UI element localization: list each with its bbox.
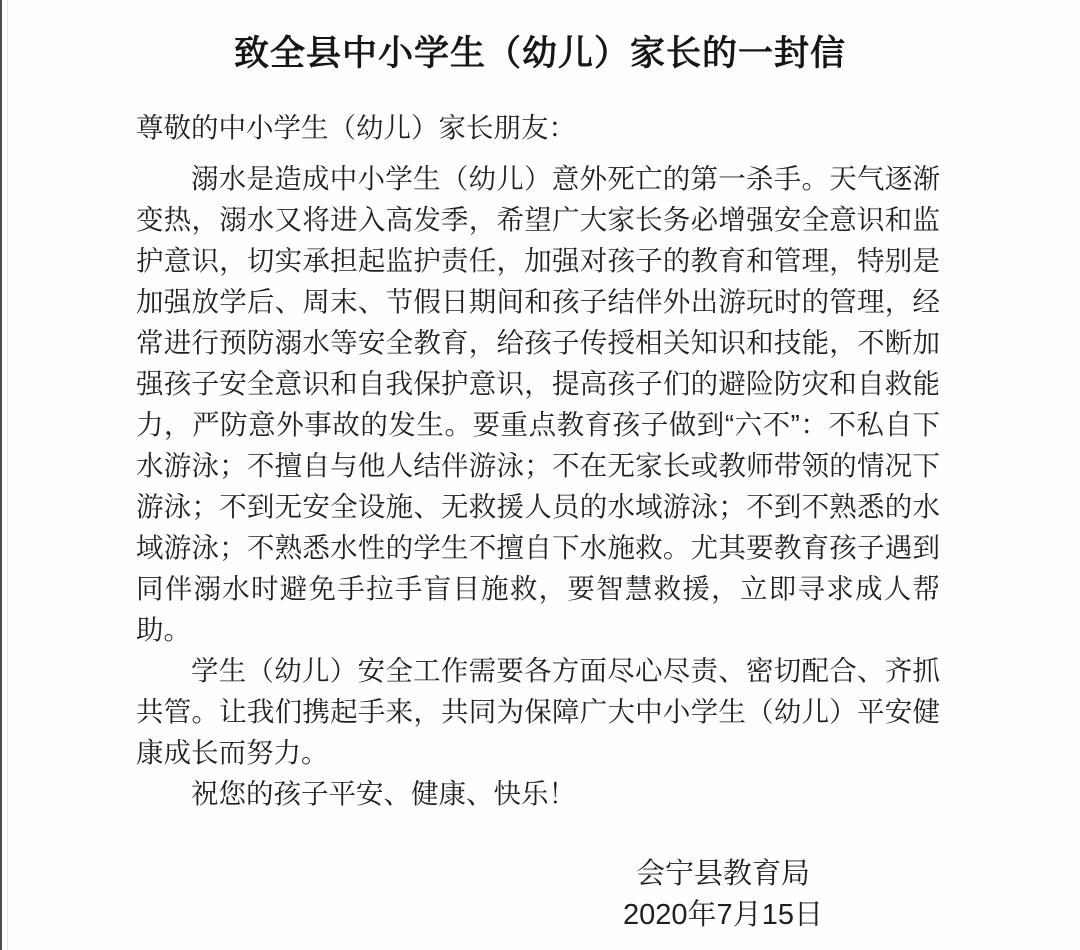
wish-line: 祝您的孩子平安、健康、快乐！ bbox=[191, 778, 576, 809]
salutation-line: 尊敬的中小学生（幼儿）家长朋友： bbox=[136, 112, 576, 143]
signature-organization: 会宁县教育局 bbox=[635, 858, 810, 890]
letter-body bbox=[136, 107, 940, 936]
paragraph-drowning-warning: 溺水是造成中小学生（幼儿）意外死亡的第一杀手。天气逐渐变热，溺水又将进入高发季，希望广大家长务必增强安全意识和监护意识，切实承担起监护责任，加强对孩子的教育和管理，特别是加强放学后、周末、节假日期间和孩子结伴外出游玩时的管理，经常进行预防溺水等安全教育，给孩子传授相关知识和技能，不断加强孩子安全意识和自我保护意识，提高孩子们的避险防灾和自救能力，严防意外事故的发生。要重点教育孩子做到“六不”：不私自下水游泳；不擅自与他人结伴游泳；不在无家长或教师带领的情况下游泳；不到无安全设施、无救援人员的水域游泳；不到不熟悉的水域游泳；不熟悉水性的学生不擅自下水施救。尤其要教育孩子遇到同伴溺水时避免手拉手盲目施救，要智慧救援，立即寻求成人帮助。 bbox=[136, 163, 940, 645]
signature-block bbox=[558, 854, 888, 936]
paragraph-joint-responsibility: 学生（幼儿）安全工作需要各方面尽心尽责、密切配合、齐抓共管。让我们携起手来，共同为保障广大中小学生（幼儿）平安健康成长而努力。 bbox=[136, 655, 940, 768]
signature-date: 2020年7月15日 bbox=[623, 899, 823, 931]
left-edge-line bbox=[0, 0, 2, 950]
left-edge-faint-line bbox=[7, 0, 8, 950]
letter-title: 致全县中小学生（幼儿）家长的一封信 bbox=[233, 34, 846, 73]
